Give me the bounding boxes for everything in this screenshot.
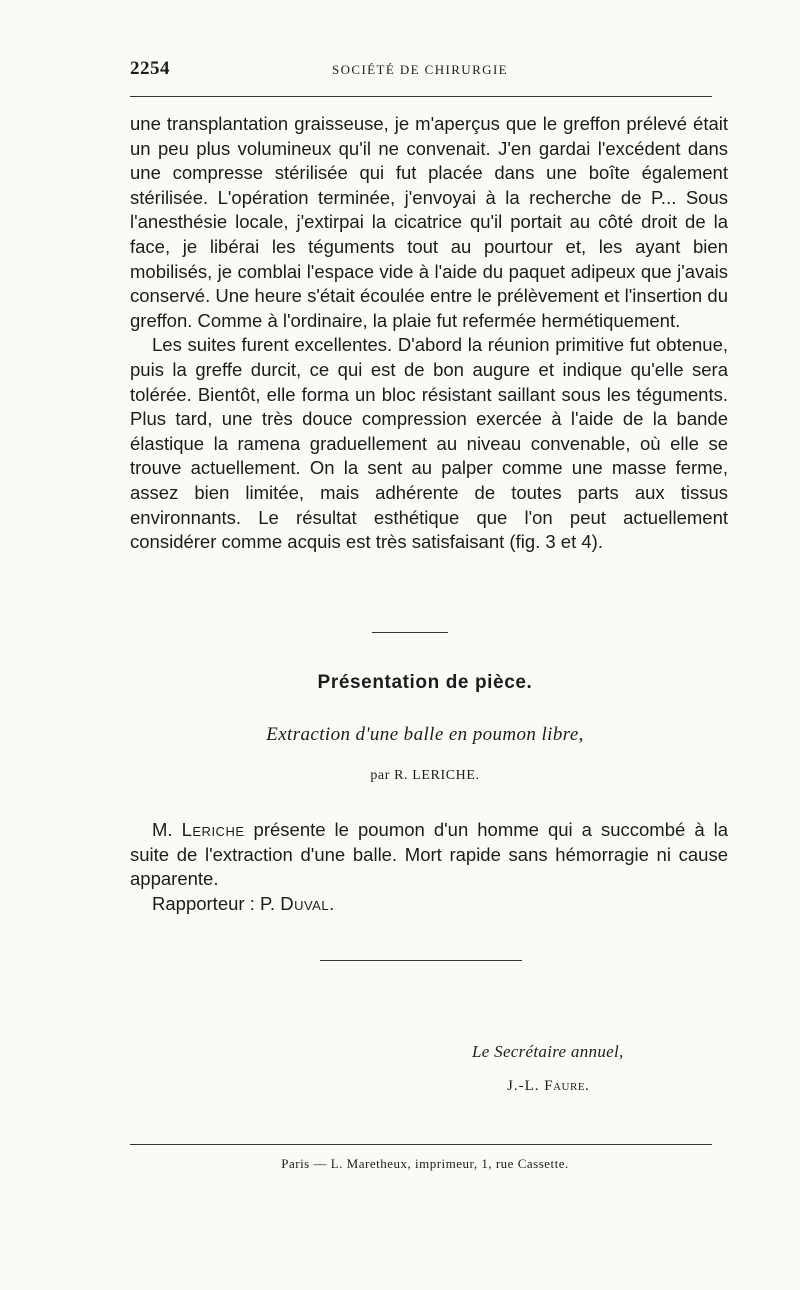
section-divider xyxy=(372,632,448,633)
rapporteur-label: Rapporteur : P. xyxy=(152,892,276,914)
header-rule xyxy=(130,96,712,97)
paragraph-1: une transplantation graisseuse, je m'aperçus que le greffon prélevé était un peu plus volumineux qu'il ne convenait. J'en gardai l'excédent dans une compresse stérilisée qui fut placée dans une boîte également stérilisée. L'opération terminée, j'envoyai à la recherche de P... Sous l'anesthésie locale, j'extirpai la cicatrice qu'il portait au côté droit de la face, je libérai les téguments tout au pourtour et, les ayant bien mobilisés, je comblai l'espace vide à l'aide du paquet adipeux que j'avais conservé. Une heure s'était écoulée entre le prélèvement et l'insertion du greffon. Comme à l'ordinaire, la plaie fut refermée hermétiquement. xyxy=(130,113,728,331)
signature-initials: J.-L. xyxy=(507,1078,540,1094)
paragraph-2: Les suites furent excellentes. D'abord la réunion primitive fut obtenue, puis la greffe durcit, ce qui est de bon augure et indique qu'elle sera tolérée. Bientôt, elle forma un bloc résistant saillant sous les téguments. Plus tard, une très douce compression exercée à l'aide de la bande élastique la ramena graduellement au niveau convenable, où elle se trouve actuellement. On la sent au palper comme une masse ferme, assez bien limitée, mais adhérente de toutes parts aux tissus environnants. Le résultat esthétique que l'on peut actuellement considérer comme acquis est très satisfaisant (fig. 3 et 4). xyxy=(130,334,728,553)
signature-surname: Faure. xyxy=(544,1078,590,1094)
presentation-author: Leriche xyxy=(181,819,245,840)
presentation-text xyxy=(130,818,728,916)
closing-divider xyxy=(320,960,522,961)
presentation-prefix: M. xyxy=(152,819,173,840)
running-head xyxy=(130,58,710,84)
journal-title: SOCIÉTÉ DE CHIRURGIE xyxy=(331,62,509,77)
presentation-paragraph xyxy=(130,818,728,892)
signature-name xyxy=(507,1078,589,1095)
byline: par R. LERICHE. xyxy=(370,768,480,783)
rapporteur-name: Duval. xyxy=(280,892,335,914)
presentation-body: présente le poumon d'un homme qui a succombé à la suite de l'extraction d'une balle. Mort rapide sans hémorragie ni cause apparente. xyxy=(130,819,729,890)
rapporteur-line xyxy=(130,892,728,917)
section-subtitle: Extraction d'une balle en poumon libre, xyxy=(266,724,584,745)
page-number: 2254 xyxy=(130,58,170,79)
signature-role: Le Secrétaire annuel, xyxy=(472,1042,624,1061)
body-text xyxy=(130,112,728,555)
section-title: Présentation de pièce. xyxy=(317,672,533,693)
printer-footer: Paris — L. Maretheux, imprimeur, 1, rue Cassette. xyxy=(281,1156,569,1171)
footer-rule xyxy=(130,1144,712,1145)
